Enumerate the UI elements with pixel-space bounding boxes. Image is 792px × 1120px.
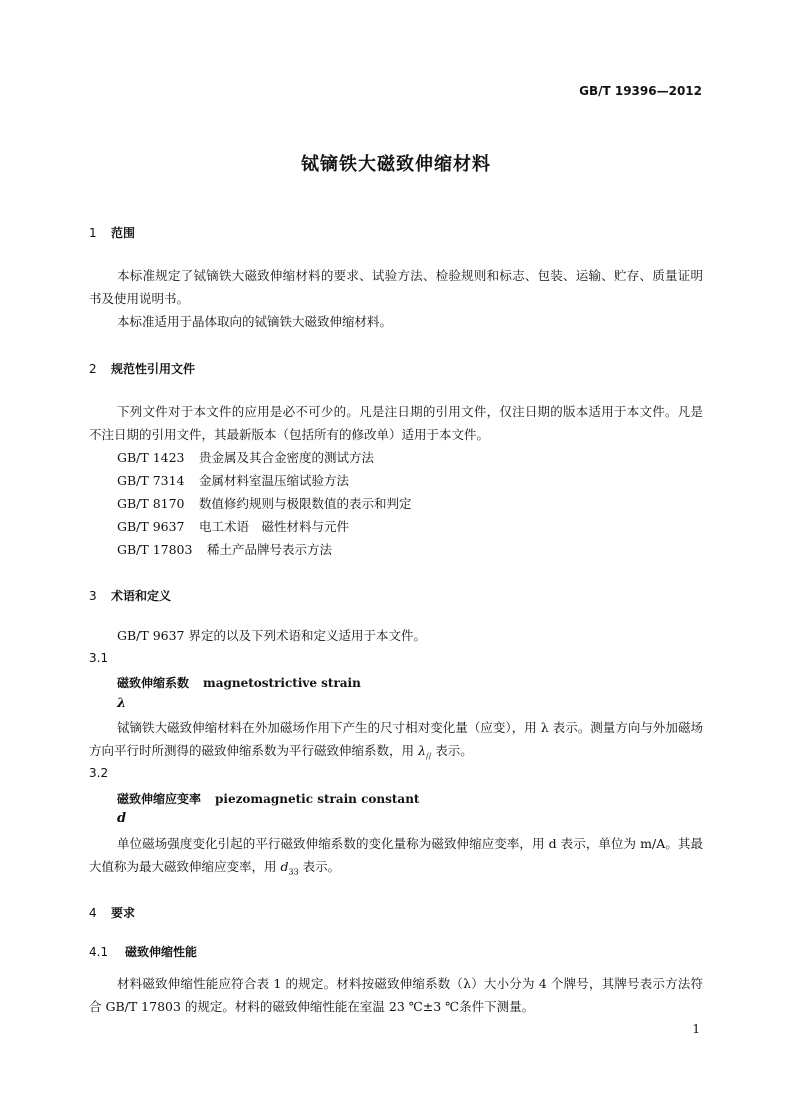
section-2-paragraph-1: 下列文件对于本文件的应用是必不可少的。凡是注日期的引用文件，仅注日期的版本适用于本文件。凡是不注日期的引用文件，其最新版本（包括所有的修改单）适用于本文件。	[89, 404, 703, 442]
normative-reference	[117, 471, 349, 489]
reference-code: GB/T 1423	[117, 450, 185, 465]
definition-symbol: λ	[417, 743, 426, 758]
reference-title: 稀土产品牌号表示方法	[207, 542, 333, 557]
term-definition	[89, 832, 703, 884]
section-1-paragraph-1: 本标准规定了铽镝铁大磁致伸缩材料的要求、试验方法、检验规则和标志、包装、运输、贮存、质量证明书及使用说明书。	[89, 268, 703, 306]
section-number: 3	[89, 589, 97, 603]
section-number: 4	[89, 906, 97, 920]
section-title: 规范性引用文件	[111, 362, 196, 376]
term-english: piezomagnetic strain constant	[215, 792, 420, 806]
definition-text: 铽镝铁大磁致伸缩材料在外加磁场作用下产生的尺寸相对变化量（应变），用 λ 表示。测量方向与外加磁场方向平行时所测得的磁致伸缩系数为平行磁致伸缩系数，用	[89, 720, 703, 758]
term-symbol: d	[117, 811, 127, 826]
definition-subscript: 33	[288, 867, 299, 877]
term-entry	[117, 790, 419, 807]
reference-code: GB/T 7314	[117, 473, 185, 488]
reference-title: 数值修约规则与极限数值的表示和判定	[199, 496, 412, 511]
section-3-paragraph-1: GB/T 9637 界定的以及下列术语和定义适用于本文件。	[117, 628, 426, 643]
subsection-number: 4.1	[89, 945, 109, 959]
section-number: 2	[89, 362, 97, 376]
reference-code: GB/T 9637	[117, 519, 185, 534]
section-3-heading	[89, 587, 171, 604]
section-title: 范围	[111, 226, 136, 240]
term-symbol: λ	[117, 696, 127, 711]
term-chinese: 磁致伸缩系数	[117, 676, 190, 690]
term-number: 3.1	[89, 651, 109, 665]
reference-code: GB/T 17803	[117, 542, 193, 557]
section-number: 1	[89, 226, 97, 240]
reference-title: 金属材料室温压缩试验方法	[199, 473, 350, 488]
reference-title: 贵金属及其合金密度的测试方法	[199, 450, 375, 465]
term-definition	[89, 716, 703, 768]
subsection-title: 磁致伸缩性能	[125, 945, 198, 959]
definition-symbol: d	[280, 859, 289, 874]
section-1-paragraph-2: 本标准适用于晶体取向的铽镝铁大磁致伸缩材料。	[117, 314, 393, 329]
term-chinese: 磁致伸缩应变率	[117, 792, 202, 806]
reference-title: 电工术语 磁性材料与元件	[199, 519, 350, 534]
definition-text: 单位磁场强度变化引起的平行磁致伸缩系数的变化量称为磁致伸缩应变率，用 d 表示，单位为 m/A。其最大值称为最大磁致伸缩应变率，用	[89, 836, 703, 874]
section-4-paragraph-1: 材料磁致伸缩性能应符合表 1 的规定。材料按磁致伸缩系数（λ）大小分为 4 个牌号，其牌号表示方法符合 GB/T 17803 的规定。材料的磁致伸缩性能在室温 23 ℃±3 ℃条件下测量。	[89, 976, 703, 1014]
section-2-heading	[89, 360, 195, 377]
document-title: 铽镝铁大磁致伸缩材料	[301, 154, 491, 175]
section-1-heading	[89, 224, 135, 241]
term-number: 3.2	[89, 766, 109, 780]
normative-reference	[117, 448, 374, 466]
normative-reference	[117, 517, 349, 535]
definition-subscript: //	[425, 751, 432, 761]
reference-code: GB/T 8170	[117, 496, 185, 511]
section-4-heading	[89, 904, 135, 921]
page-number: 1	[692, 1022, 700, 1036]
term-english: magnetostrictive strain	[203, 676, 361, 690]
definition-text-end: 表示。	[298, 859, 341, 874]
normative-reference	[117, 540, 332, 558]
standard-code: GB/T 19396—2012	[579, 84, 702, 98]
section-title: 要求	[111, 906, 136, 920]
term-entry	[117, 674, 361, 691]
definition-text-end: 表示。	[431, 743, 473, 758]
subsection-4-1-heading	[89, 943, 197, 960]
normative-reference	[117, 494, 412, 512]
section-title: 术语和定义	[111, 589, 172, 603]
